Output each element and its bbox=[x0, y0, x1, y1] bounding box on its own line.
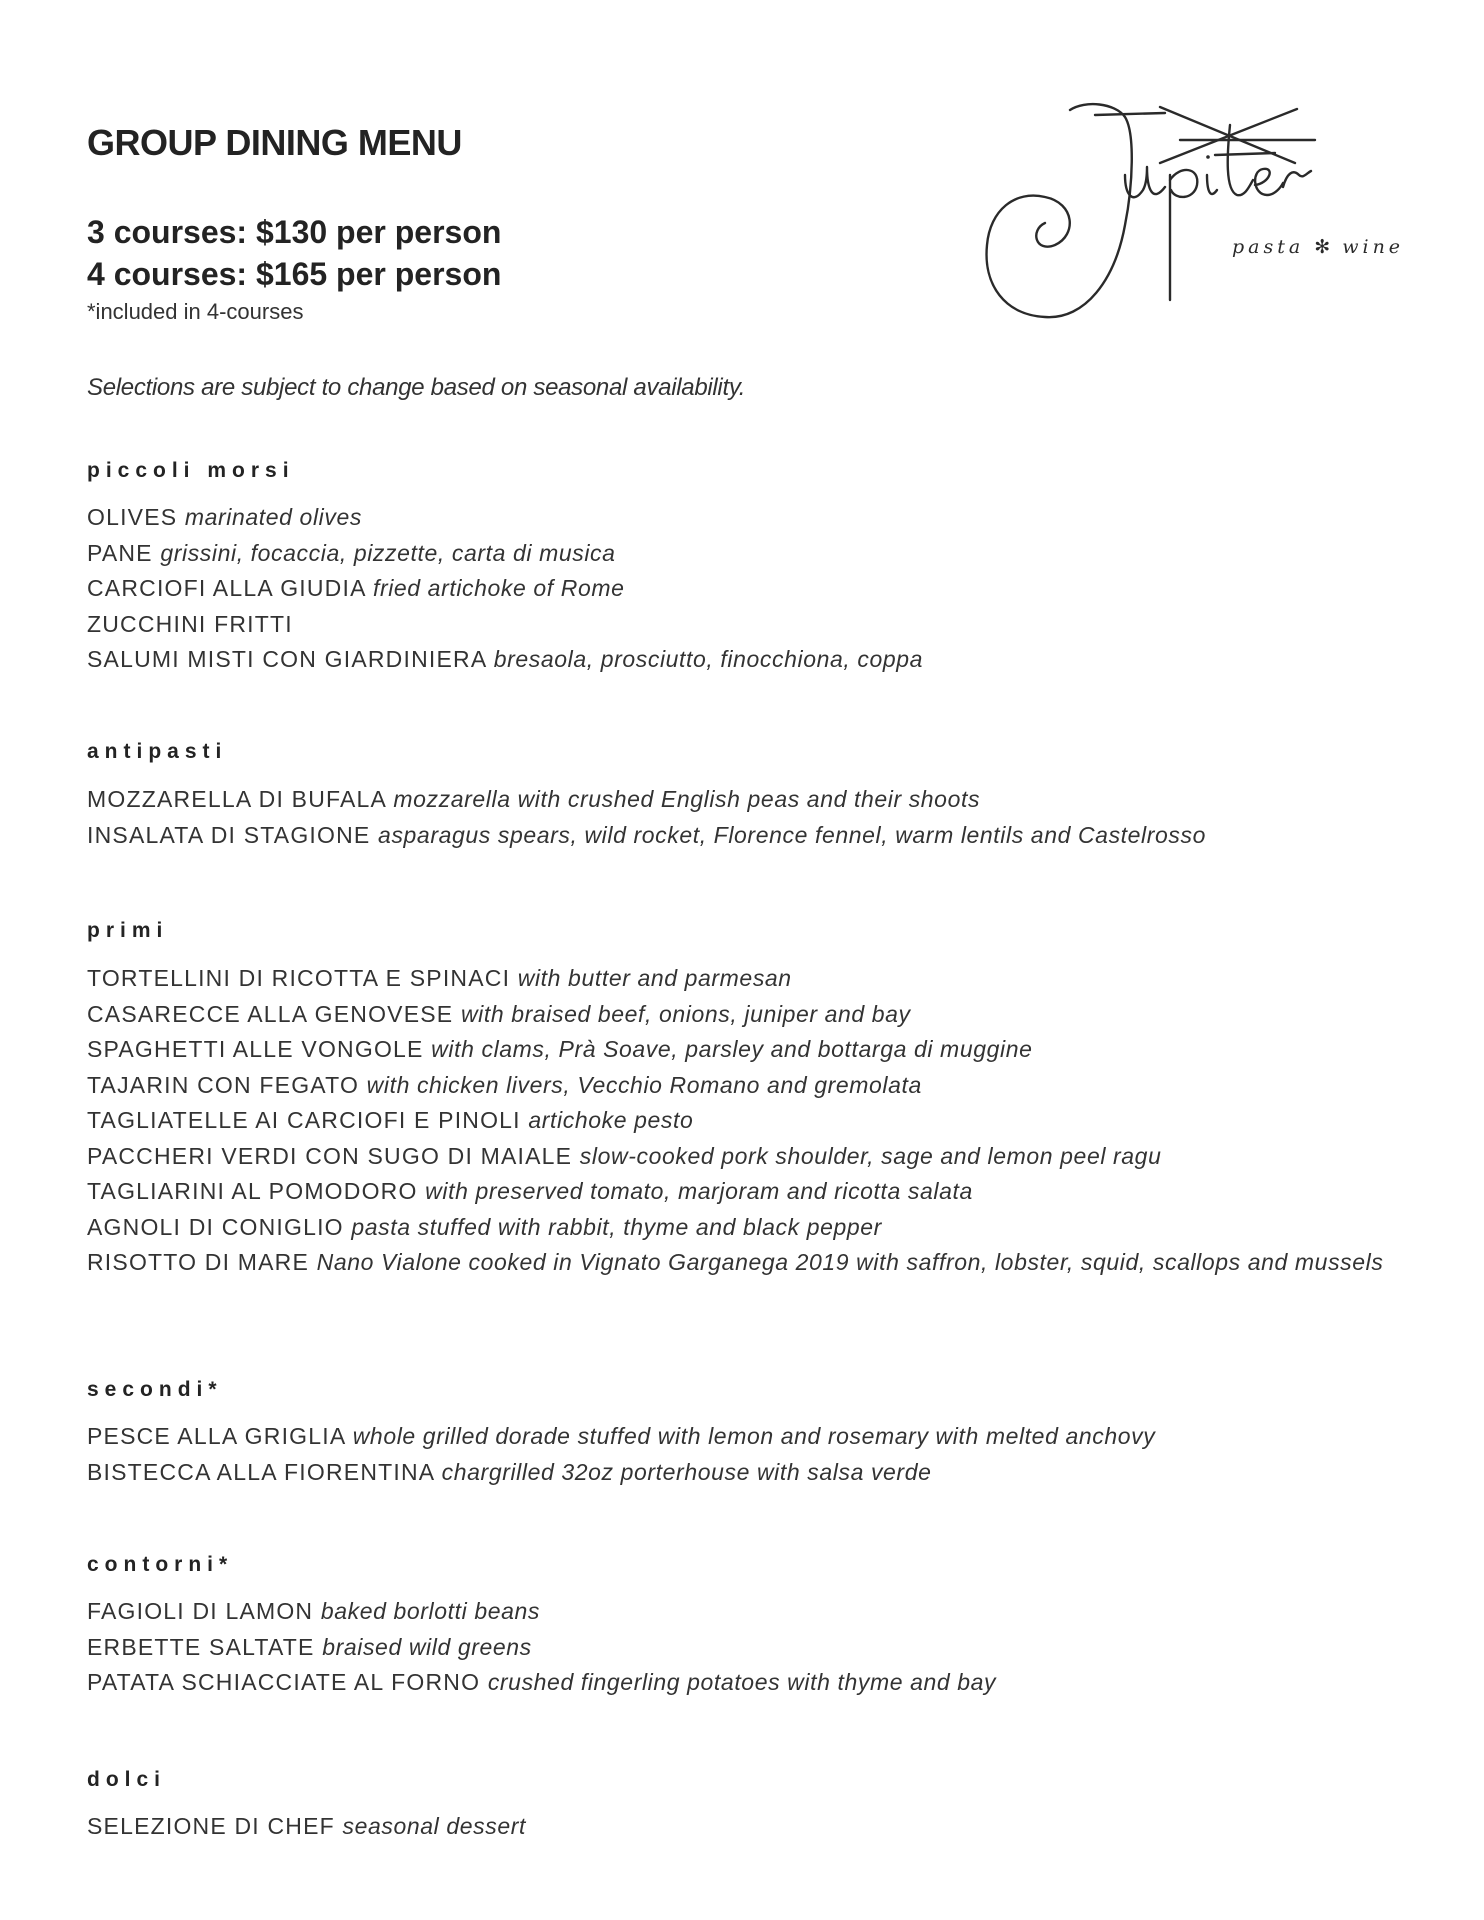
menu-item bbox=[87, 1419, 1407, 1455]
tagline-pasta: pasta bbox=[1232, 236, 1305, 258]
dish-name: FAGIOLI DI LAMON bbox=[87, 1598, 314, 1624]
dish-name: TAJARIN CON FEGATO bbox=[87, 1071, 360, 1098]
section-heading-secondi: secondi* bbox=[87, 1378, 223, 1401]
section-heading-dolci: dolci bbox=[87, 1768, 167, 1791]
included-note: *included in 4-courses bbox=[87, 299, 304, 324]
menu-item bbox=[87, 642, 1407, 678]
section-items-contorni bbox=[87, 1594, 1407, 1701]
dish-name: PATATA SCHIACCIATE AL FORNO bbox=[87, 1669, 481, 1695]
menu-item bbox=[87, 500, 1407, 536]
dish-name: SPAGHETTI ALLE VONGOLE bbox=[87, 1036, 424, 1062]
dish-description: with braised beef, onions, juniper and bay bbox=[460, 1000, 911, 1027]
dish-description: braised wild greens bbox=[322, 1633, 532, 1660]
dish-name: SELEZIONE DI CHEF bbox=[87, 1813, 335, 1839]
logo-tagline bbox=[1232, 236, 1404, 258]
menu-item bbox=[87, 536, 1407, 572]
dish-name: INSALATA DI STAGIONE bbox=[87, 821, 371, 848]
dish-description: crushed fingerling potatoes with thyme and bay bbox=[487, 1669, 997, 1695]
dish-name: TORTELLINI DI RICOTTA E SPINACI bbox=[87, 965, 511, 991]
section-items-antipasti bbox=[87, 782, 1407, 853]
dish-description: asparagus spears, wild rocket, Florence fennel, warm lentils and Castelrosso bbox=[378, 821, 1207, 848]
dish-description: pasta stuffed with rabbit, thyme and black pepper bbox=[351, 1213, 882, 1240]
dish-description: with clams, Prà Soave, parsley and bottarga di muggine bbox=[431, 1036, 1033, 1062]
menu-item bbox=[87, 1594, 1407, 1630]
dish-description: marinated olives bbox=[184, 504, 362, 530]
menu-item bbox=[87, 571, 1407, 607]
dish-description: artichoke pesto bbox=[528, 1107, 694, 1133]
section-heading-piccoli-morsi: piccoli morsi bbox=[87, 459, 295, 482]
dish-name: ZUCCHINI FRITTI bbox=[87, 610, 293, 637]
section-heading-primi: primi bbox=[87, 919, 169, 942]
section-heading-antipasti: antipasti bbox=[87, 740, 228, 763]
page-title: GROUP DINING MENU bbox=[87, 122, 462, 163]
dish-name: ERBETTE SALTATE bbox=[87, 1633, 315, 1660]
dish-name: AGNOLI DI CONIGLIO bbox=[87, 1213, 344, 1240]
menu-item bbox=[87, 1032, 1407, 1068]
price-three-courses: 3 courses: $130 per person bbox=[87, 214, 502, 250]
dish-description: mozzarella with crushed English peas and their shoots bbox=[393, 786, 981, 812]
section-items-piccoli-morsi bbox=[87, 500, 1407, 678]
dish-description: bresaola, prosciutto, finocchiona, coppa bbox=[493, 646, 924, 672]
dish-name: MOZZARELLA DI BUFALA bbox=[87, 786, 386, 812]
section-items-secondi bbox=[87, 1419, 1407, 1490]
dish-name: CARCIOFI ALLA GIUDIA bbox=[87, 575, 366, 601]
section-heading-contorni: contorni* bbox=[87, 1553, 234, 1576]
dish-name: TAGLIATELLE AI CARCIOFI E PINOLI bbox=[87, 1107, 521, 1133]
dish-description: with preserved tomato, marjoram and ricotta salata bbox=[425, 1178, 973, 1204]
menu-item bbox=[87, 1139, 1407, 1175]
dish-description: with butter and parmesan bbox=[517, 965, 792, 991]
dish-name: RISOTTO DI MARE bbox=[87, 1249, 310, 1275]
menu-item bbox=[87, 1103, 1407, 1139]
dish-description: Nano Vialone cooked in Vignato Garganega 2019 with saffron, lobster, squid, scallops and mussels bbox=[316, 1249, 1384, 1275]
menu-item bbox=[87, 961, 1407, 997]
dish-description: baked borlotti beans bbox=[320, 1598, 540, 1624]
dish-name: TAGLIARINI AL POMODORO bbox=[87, 1178, 418, 1204]
dish-name: BISTECCA ALLA FIORENTINA bbox=[87, 1458, 435, 1485]
menu-item bbox=[87, 1630, 1407, 1666]
jupiter-wordmark-icon bbox=[975, 95, 1415, 335]
dish-description: chargrilled 32oz porterhouse with salsa verde bbox=[441, 1458, 932, 1485]
dish-name: CASARECCE ALLA GENOVESE bbox=[87, 1000, 454, 1027]
dish-name: SALUMI MISTI CON GIARDINIERA bbox=[87, 646, 487, 672]
menu-item bbox=[87, 818, 1407, 854]
dish-description: grissini, focaccia, pizzette, carta di musica bbox=[160, 539, 616, 566]
menu-item bbox=[87, 782, 1407, 818]
dish-name: PACCHERI VERDI CON SUGO DI MAIALE bbox=[87, 1142, 573, 1169]
menu-item bbox=[87, 1809, 1407, 1845]
dish-description: whole grilled dorade stuffed with lemon and rosemary with melted anchovy bbox=[352, 1423, 1156, 1449]
dish-description: slow-cooked pork shoulder, sage and lemon peel ragu bbox=[579, 1142, 1162, 1169]
menu-item bbox=[87, 1455, 1407, 1491]
price-four-courses: 4 courses: $165 per person bbox=[87, 256, 502, 292]
section-items-primi bbox=[87, 961, 1407, 1281]
dish-description: fried artichoke of Rome bbox=[372, 575, 625, 601]
section-items-dolci bbox=[87, 1809, 1407, 1845]
dish-name: PANE bbox=[87, 539, 153, 566]
seasonal-disclaimer: Selections are subject to change based on seasonal availability. bbox=[87, 374, 746, 401]
asterisk-star-icon: ✻ bbox=[1314, 236, 1333, 258]
menu-item bbox=[87, 1245, 1407, 1281]
tagline-wine: wine bbox=[1342, 236, 1405, 258]
dish-name: PESCE ALLA GRIGLIA bbox=[87, 1423, 346, 1449]
dish-name: OLIVES bbox=[87, 504, 178, 530]
jupiter-logo bbox=[975, 95, 1415, 335]
menu-item bbox=[87, 1068, 1407, 1104]
menu-item bbox=[87, 997, 1407, 1033]
dish-description: seasonal dessert bbox=[342, 1813, 526, 1839]
menu-item bbox=[87, 607, 1407, 643]
menu-item bbox=[87, 1174, 1407, 1210]
menu-item bbox=[87, 1665, 1407, 1701]
menu-item bbox=[87, 1210, 1407, 1246]
dish-description: with chicken livers, Vecchio Romano and gremolata bbox=[366, 1071, 922, 1098]
